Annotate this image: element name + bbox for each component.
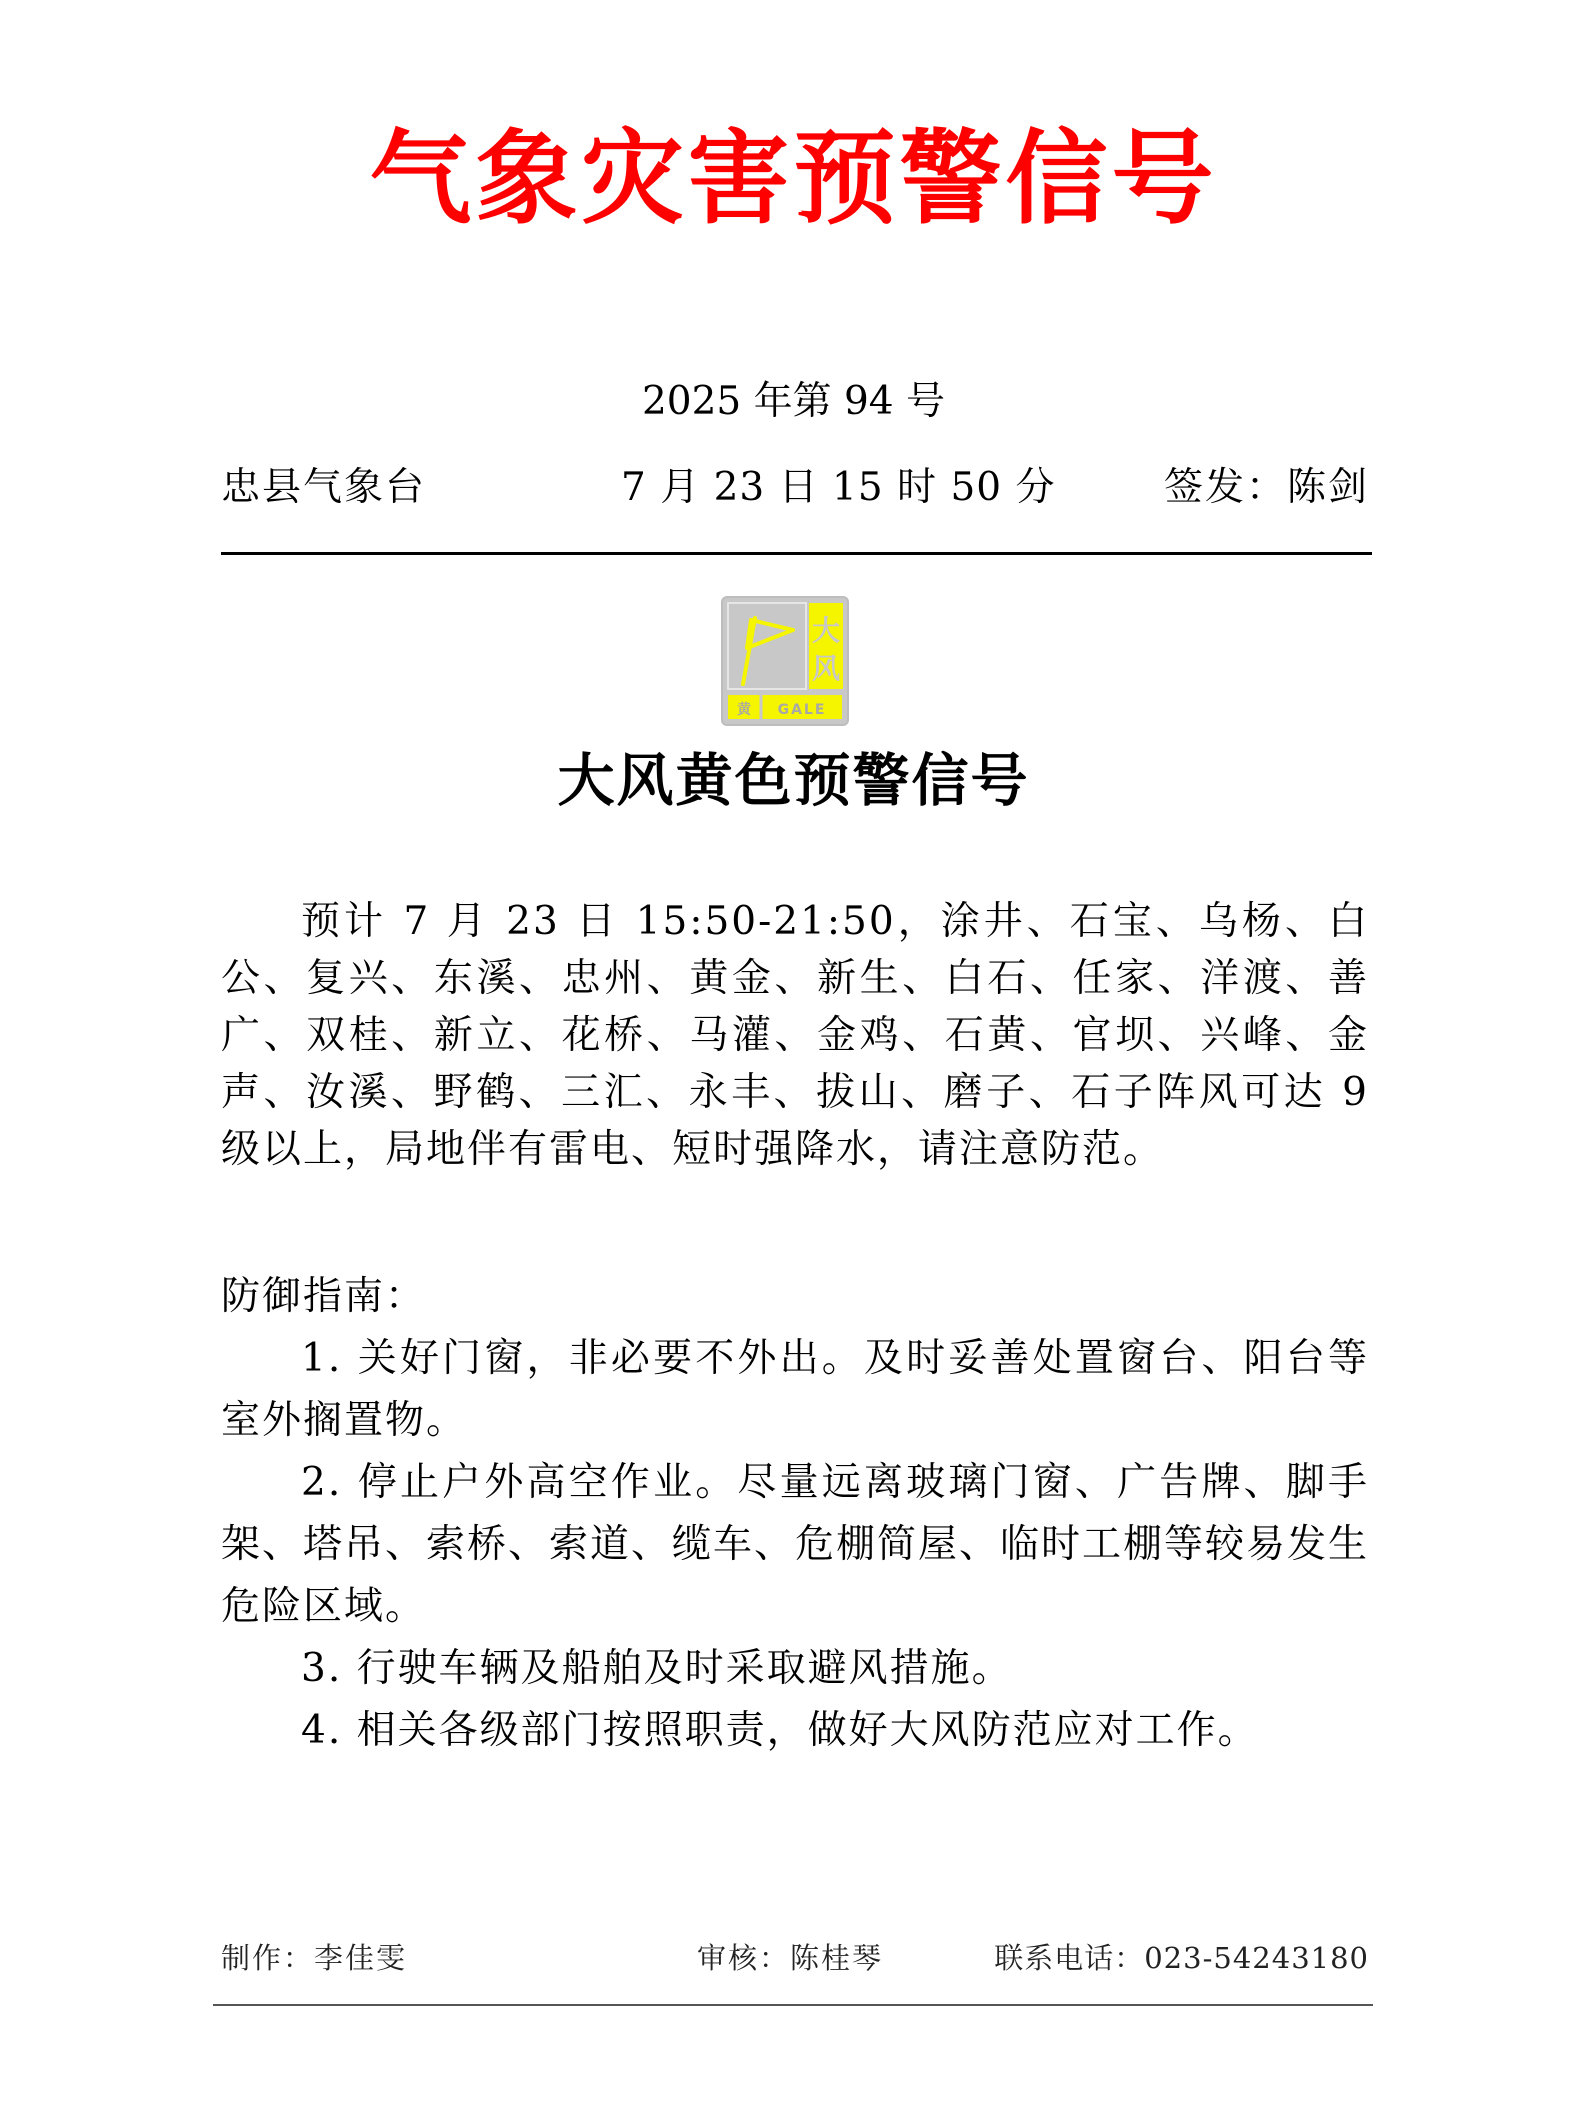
signal-title: 大风黄色预警信号 bbox=[557, 747, 1030, 814]
signer: 签发：陈剑 bbox=[1163, 465, 1369, 510]
icon-char-top: 大 bbox=[811, 614, 841, 647]
document-title: 气象灾害预警信号 bbox=[369, 119, 1218, 239]
guide-item: 4. 相关各级部门按照职责，做好大风防范应对工作。 bbox=[301, 1708, 1259, 1753]
guide-item: 2. 停止户外高空作业。尽量远离玻璃门窗、广告牌、脚手架、塔吊、索桥、索道、缆车、危棚简屋、临时工棚等较易发生危险区域。 bbox=[221, 1460, 1370, 1629]
warning-body bbox=[221, 893, 1369, 1178]
footer-contact-phone: 联系电话：023-54243180 bbox=[994, 1941, 1369, 1975]
footer-divider bbox=[213, 2004, 1373, 2006]
footer-maker: 制作：李佳雯 bbox=[221, 1941, 408, 1975]
warning-body-paragraph: 预计 7 月 23 日 15:50-21:50，涂井、石宝、乌杨、白公、复兴、东溪、忠州、黄金、新生、白石、任家、洋渡、善广、双桂、新立、花桥、马灌、金鸡、石黄、官坝、兴峰、金声、汝溪、野鹤、三汇、永丰、拔山、磨子、石子阵风可达 9 级以上，局地伴有雷电、短时强降水，请注意防范。 bbox=[221, 899, 1369, 1172]
guide-heading: 防御指南： bbox=[221, 1274, 427, 1319]
header-divider bbox=[221, 552, 1372, 555]
footer bbox=[221, 1941, 1369, 1984]
defense-guide bbox=[221, 1266, 1369, 1762]
icon-label-en: GALE bbox=[777, 702, 827, 718]
gale-yellow-warning-icon bbox=[721, 596, 849, 726]
guide-item: 3. 行驶车辆及船舶及时采取避风措施。 bbox=[301, 1646, 1013, 1691]
guide-item: 1. 关好门窗，非必要不外出。及时妥善处置窗台、阳台等室外搁置物。 bbox=[221, 1336, 1369, 1443]
icon-char-bottom: 风 bbox=[811, 652, 841, 685]
issue-datetime: 7 月 23 日 15 时 50 分 bbox=[621, 465, 1056, 510]
issuer: 忠县气象台 bbox=[221, 465, 427, 510]
issue-number: 2025 年第 94 号 bbox=[641, 379, 946, 424]
footer-reviewer: 审核：陈桂琴 bbox=[697, 1941, 884, 1975]
icon-label-cn: 黄 bbox=[737, 702, 751, 718]
meta-row bbox=[221, 465, 1369, 514]
